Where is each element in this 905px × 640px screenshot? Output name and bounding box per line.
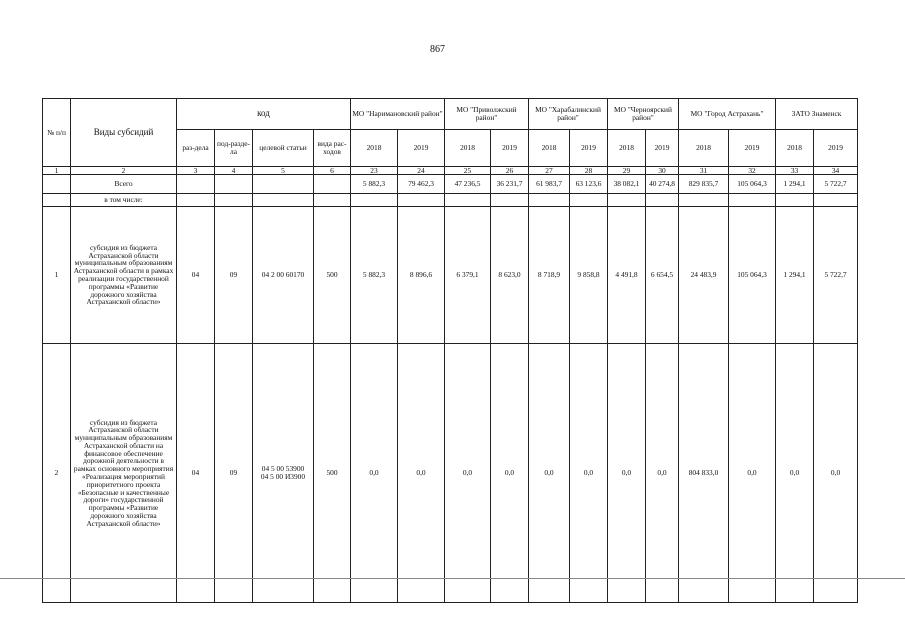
column-number: 34 — [814, 167, 858, 175]
header-group-chernoyarsky: МО "Черноярский район" — [608, 99, 679, 130]
row-code-expense — [314, 194, 351, 207]
table-row-total — [43, 175, 858, 194]
row-value: 0,0 — [491, 344, 529, 603]
header-year: 2019 — [814, 130, 858, 167]
header-group-narimanov: МО "Наримановский район" — [351, 99, 445, 130]
header-code-target: целевой статьи — [253, 130, 314, 167]
row-value: 5 722,7 — [814, 175, 858, 194]
row-value: 47 236,5 — [445, 175, 491, 194]
header-year: 2018 — [529, 130, 570, 167]
header-group-kharabali: МО "Харабалинский район" — [529, 99, 608, 130]
header-year: 2019 — [646, 130, 679, 167]
row-value: 0,0 — [814, 344, 858, 603]
row-type: субсидия из бюджета Астраханской области муниципальным образованиям Астраханской области на финансовое обеспечение дорожной деятельности в рамках основного мероприятия «Реализация мероприятий приоритетного проекта «Безопасные и качественные дороги» государственной программы «Развитие дорожного хозяйства Астраханской области» — [71, 344, 177, 603]
row-num: 2 — [43, 344, 71, 603]
column-number: 26 — [491, 167, 529, 175]
row-num — [43, 194, 71, 207]
row-value: 6 654,5 — [646, 207, 679, 344]
column-number: 33 — [776, 167, 814, 175]
row-code-section — [177, 194, 215, 207]
header-year: 2018 — [351, 130, 398, 167]
header-year: 2018 — [608, 130, 646, 167]
row-code-expense: 500 — [314, 344, 351, 603]
header-group-astrakhan: МО "Город Астрахань" — [679, 99, 776, 130]
column-number-row — [43, 167, 858, 175]
row-value: 5 882,3 — [351, 207, 398, 344]
row-value: 804 833,0 — [679, 344, 729, 603]
page-number: 867 — [430, 44, 445, 55]
row-value: 6 379,1 — [445, 207, 491, 344]
scan-rule — [0, 578, 905, 579]
header-year: 2018 — [445, 130, 491, 167]
row-type: Всего — [71, 175, 177, 194]
row-value: 40 274,8 — [646, 175, 679, 194]
header-code: код — [177, 99, 351, 130]
column-number: 25 — [445, 167, 491, 175]
header-num: № п/п — [43, 99, 71, 167]
header-year: 2018 — [679, 130, 729, 167]
row-code-target: 04 5 00 53900 04 5 00 И3900 — [253, 344, 314, 603]
row-code-target — [253, 194, 314, 207]
column-number: 31 — [679, 167, 729, 175]
row-value: 0,0 — [445, 344, 491, 603]
column-number: 5 — [253, 167, 314, 175]
row-value: 0,0 — [646, 344, 679, 603]
row-value: 1 294,1 — [776, 175, 814, 194]
subsidy-table — [42, 98, 858, 603]
row-value: 0,0 — [398, 344, 445, 603]
header-code-subsection: под-разде-ла — [215, 130, 253, 167]
row-code-section — [177, 175, 215, 194]
row-value: 829 835,7 — [679, 175, 729, 194]
row-value — [679, 194, 729, 207]
row-value: 8 896,6 — [398, 207, 445, 344]
row-value: 24 483,9 — [679, 207, 729, 344]
row-code-target — [253, 175, 314, 194]
row-value: 0,0 — [351, 344, 398, 603]
row-value: 105 064,3 — [729, 207, 776, 344]
table-row-subsidy-2 — [43, 344, 858, 603]
column-number: 4 — [215, 167, 253, 175]
row-code-subsection — [215, 194, 253, 207]
row-value: 0,0 — [570, 344, 608, 603]
row-value — [776, 194, 814, 207]
column-number: 1 — [43, 167, 71, 175]
column-number: 6 — [314, 167, 351, 175]
column-number: 29 — [608, 167, 646, 175]
row-value — [398, 194, 445, 207]
row-type: в том числе: — [71, 194, 177, 207]
header-year: 2019 — [491, 130, 529, 167]
row-value — [814, 194, 858, 207]
row-value: 38 082,1 — [608, 175, 646, 194]
row-type: субсидия из бюджета Астраханской области муниципальным образованиям Астраханской области в рамках реализации государственной программы «Развитие дорожного хозяйства Астраханской области» — [71, 207, 177, 344]
header-type: Виды субсидий — [71, 99, 177, 167]
table-row-including — [43, 194, 858, 207]
row-value: 0,0 — [608, 344, 646, 603]
row-value: 8 718,9 — [529, 207, 570, 344]
header-year: 2019 — [570, 130, 608, 167]
header-year: 2018 — [776, 130, 814, 167]
row-value: 63 123,6 — [570, 175, 608, 194]
row-code-subsection: 09 — [215, 344, 253, 603]
row-value — [608, 194, 646, 207]
row-value: 0,0 — [729, 344, 776, 603]
row-value — [491, 194, 529, 207]
row-code-subsection — [215, 175, 253, 194]
row-code-subsection: 09 — [215, 207, 253, 344]
row-value: 1 294,1 — [776, 207, 814, 344]
row-num: 1 — [43, 207, 71, 344]
row-value: 5 882,3 — [351, 175, 398, 194]
row-value: 9 858,8 — [570, 207, 608, 344]
row-value: 61 983,7 — [529, 175, 570, 194]
row-code-section: 04 — [177, 207, 215, 344]
row-value: 79 462,3 — [398, 175, 445, 194]
row-code-target: 04 2 00 60170 — [253, 207, 314, 344]
header-code-expense: вида рас-ходов — [314, 130, 351, 167]
header-row-groups — [43, 99, 858, 130]
column-number: 23 — [351, 167, 398, 175]
column-number: 32 — [729, 167, 776, 175]
row-code-expense — [314, 175, 351, 194]
column-number: 30 — [646, 167, 679, 175]
row-value — [351, 194, 398, 207]
header-group-privolzhsky: МО "Приволжский район" — [445, 99, 529, 130]
row-value — [529, 194, 570, 207]
row-value: 0,0 — [776, 344, 814, 603]
row-value: 4 491,8 — [608, 207, 646, 344]
header-group-znamensk: ЗАТО Знаменск — [776, 99, 858, 130]
column-number: 27 — [529, 167, 570, 175]
row-value — [646, 194, 679, 207]
table-row-subsidy-1 — [43, 207, 858, 344]
row-value: 105 064,3 — [729, 175, 776, 194]
row-value — [445, 194, 491, 207]
row-value: 5 722,7 — [814, 207, 858, 344]
row-value: 36 231,7 — [491, 175, 529, 194]
row-value: 0,0 — [529, 344, 570, 603]
header-year: 2019 — [729, 130, 776, 167]
row-value — [729, 194, 776, 207]
row-code-expense: 500 — [314, 207, 351, 344]
column-number: 2 — [71, 167, 177, 175]
column-number: 3 — [177, 167, 215, 175]
header-code-section: раз-дела — [177, 130, 215, 167]
row-num — [43, 175, 71, 194]
column-number: 28 — [570, 167, 608, 175]
row-value: 8 623,0 — [491, 207, 529, 344]
column-number: 24 — [398, 167, 445, 175]
row-value — [570, 194, 608, 207]
header-year: 2019 — [398, 130, 445, 167]
row-code-section: 04 — [177, 344, 215, 603]
